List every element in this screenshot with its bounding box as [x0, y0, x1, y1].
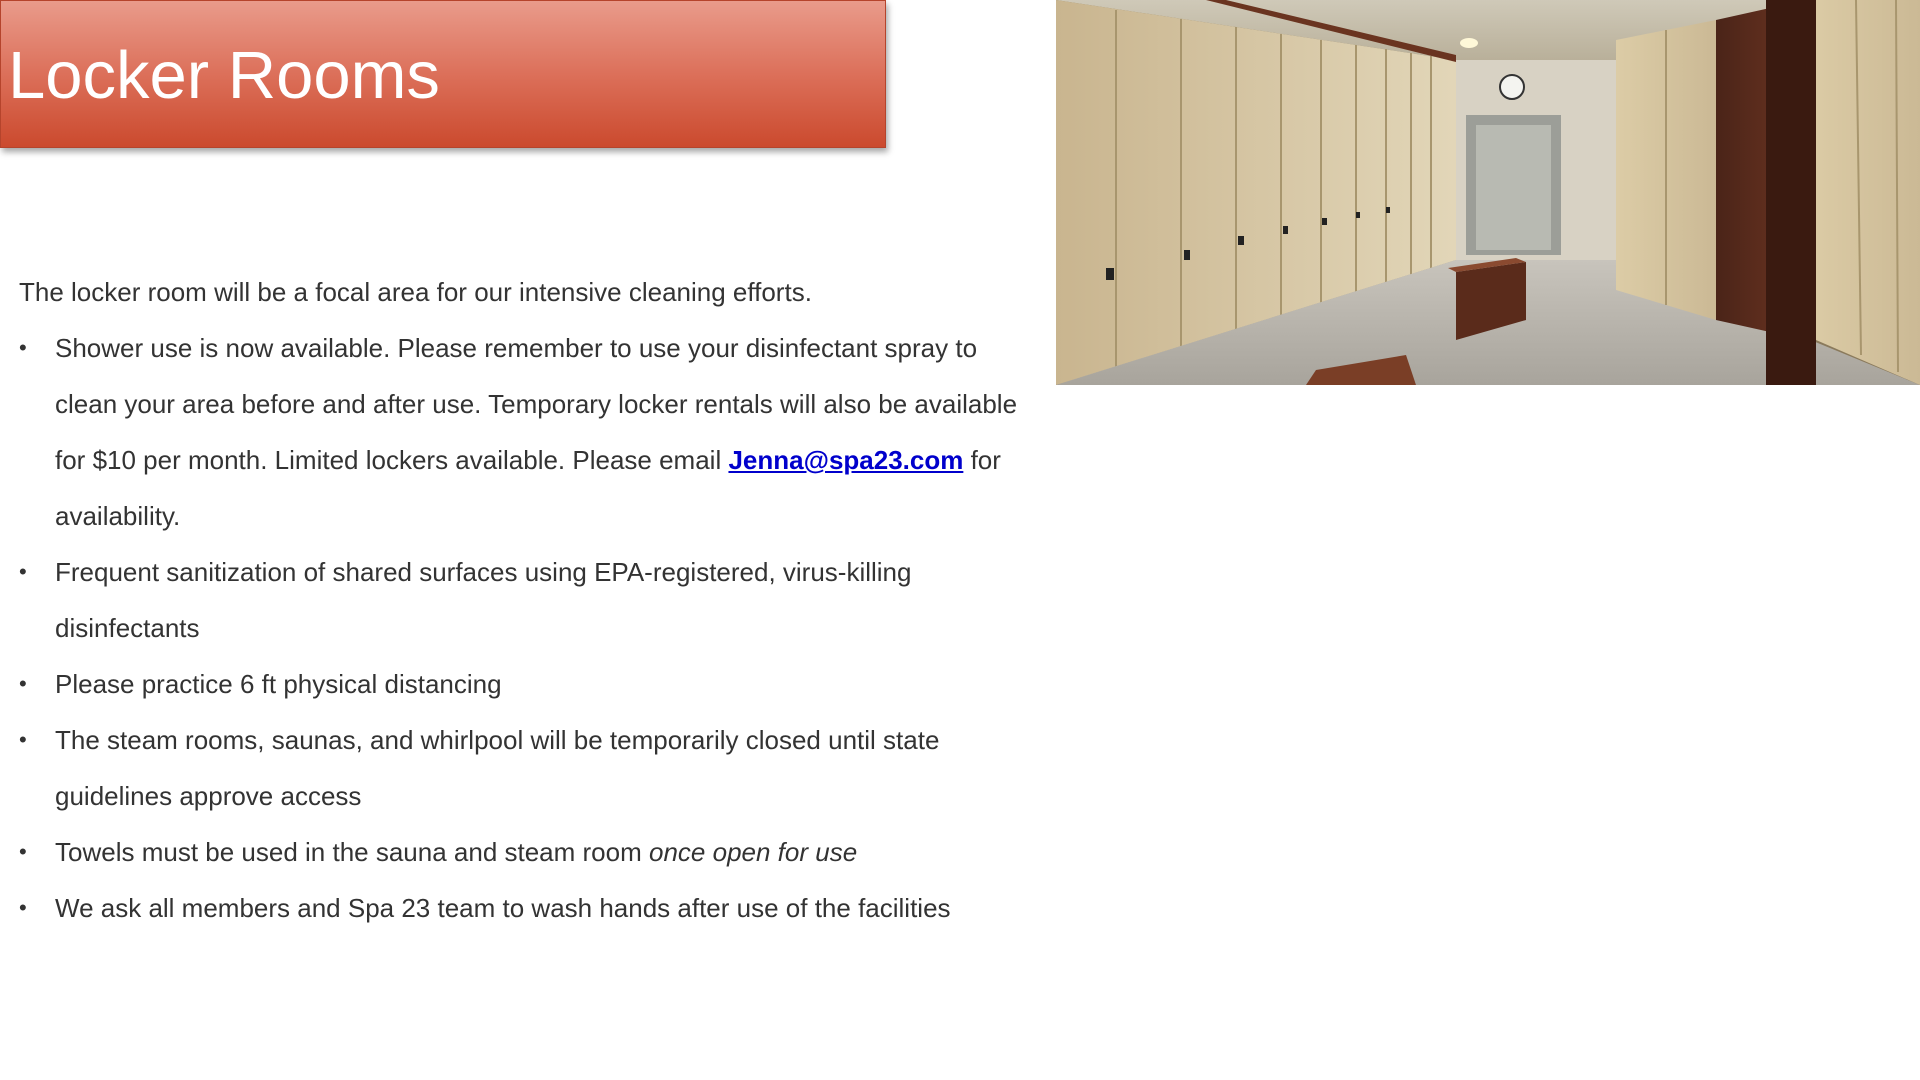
- bullet-list: [19, 320, 1039, 936]
- bullet-icon: •: [19, 839, 27, 864]
- bullet-item-shower: [19, 320, 1039, 544]
- slide-body: [19, 264, 1039, 936]
- bullet-icon: •: [19, 335, 27, 360]
- slide-title: Locker Rooms: [8, 38, 440, 113]
- bullet-text: We ask all members and Spa 23 team to wash hands after use of the facilities: [55, 893, 951, 923]
- bullet-item-sanitization: [19, 544, 1039, 656]
- bullet-text: Towels must be used in the sauna and steam room: [55, 837, 649, 867]
- bullet-item-distancing: [19, 656, 1039, 712]
- bullet-text: Please practice 6 ft physical distancing: [55, 669, 502, 699]
- bullet-icon: •: [19, 671, 27, 696]
- bullet-icon: •: [19, 727, 27, 752]
- bullet-item-towels: [19, 824, 1039, 880]
- locker-room-photo: [1056, 0, 1920, 385]
- email-link[interactable]: Jenna@spa23.com: [728, 445, 964, 475]
- title-banner: [0, 0, 886, 148]
- bullet-item-steam-rooms: [19, 712, 1039, 824]
- bullet-italic-text: once open for use: [649, 837, 858, 867]
- bullet-text: for availability.: [55, 445, 1001, 531]
- intro-text: The locker room will be a focal area for our intensive cleaning efforts.: [19, 277, 812, 307]
- bullet-text: The steam rooms, saunas, and whirlpool will be temporarily closed until state guidelines approve access: [55, 725, 940, 811]
- bullet-text: Frequent sanitization of shared surfaces using EPA-registered, virus-killing disinfectants: [55, 557, 912, 643]
- bullet-icon: •: [19, 895, 27, 920]
- bullet-icon: •: [19, 559, 27, 584]
- bullet-text: Shower use is now available. Please remember to use your disinfectant spray to clean your area before and after use. Temporary locker rentals will also be available for $10 per month. Limited lockers available. Please email: [55, 333, 1018, 475]
- bullet-item-wash-hands: [19, 880, 1039, 936]
